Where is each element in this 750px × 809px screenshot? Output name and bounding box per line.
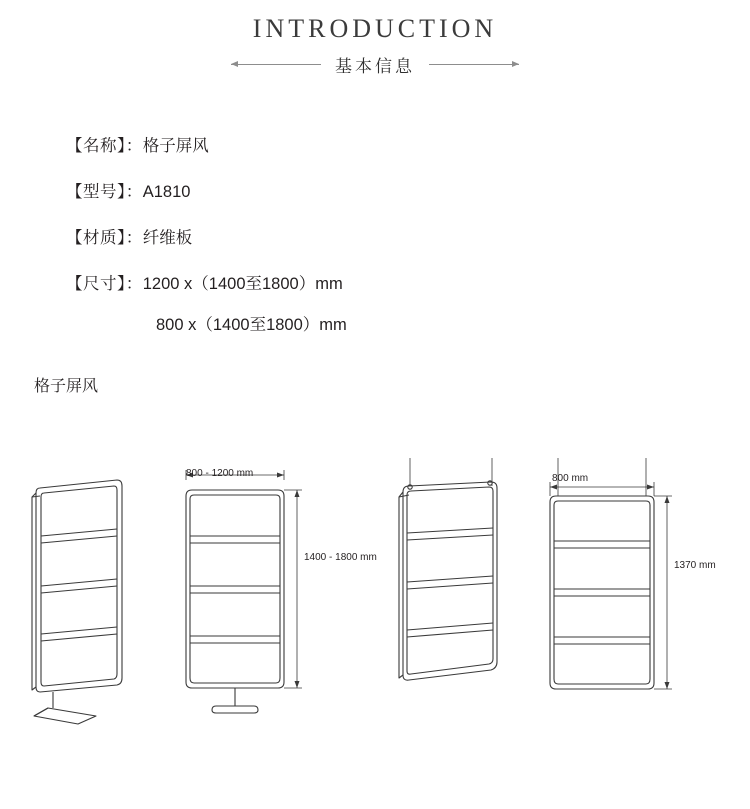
spec-label-size: 【尺寸】： [66, 275, 143, 293]
figure-perspective-stand [10, 440, 180, 730]
page-subtitle: 基本信息 [335, 57, 415, 76]
figure2-width-dimension-label: 800 - 1200 mm [186, 468, 254, 479]
specification-list [0, 123, 750, 343]
spec-value-model: A1810 [142, 183, 191, 201]
product-drawings [0, 440, 750, 740]
spec-value-size: 1200 x（1400至1800）mm [142, 275, 343, 293]
spec-value-size-secondary: 800 x（1400至1800）mm [156, 316, 347, 334]
spec-label-model: 【型号】： [66, 183, 143, 201]
figure-front-stand [170, 440, 390, 730]
figure-front-hanging [530, 440, 745, 730]
subtitle-row [0, 52, 750, 77]
divider-left [231, 64, 321, 65]
spec-row-model [66, 169, 750, 215]
product-name: 格子屏风 [34, 378, 99, 395]
figure2-height-dimension-label: 1400 - 1800 mm [304, 552, 377, 563]
spec-row-size [66, 261, 750, 307]
spec-row-material [66, 215, 750, 261]
divider-right [429, 64, 519, 65]
page-title: INTRODUCTION [252, 14, 498, 43]
figure4-height-dimension-label: 1370 mm [674, 560, 716, 571]
figure4-width-dimension-label: 800 mm [552, 473, 589, 484]
page-header [0, 0, 750, 77]
spec-value-name: 格子屏风 [142, 137, 209, 155]
spec-label-material: 【材质】： [66, 229, 143, 247]
spec-value-material: 纤维板 [142, 229, 193, 247]
spec-label-name: 【名称】： [66, 137, 143, 155]
figure-perspective-hanging [385, 440, 535, 730]
spec-row-name [66, 123, 750, 169]
